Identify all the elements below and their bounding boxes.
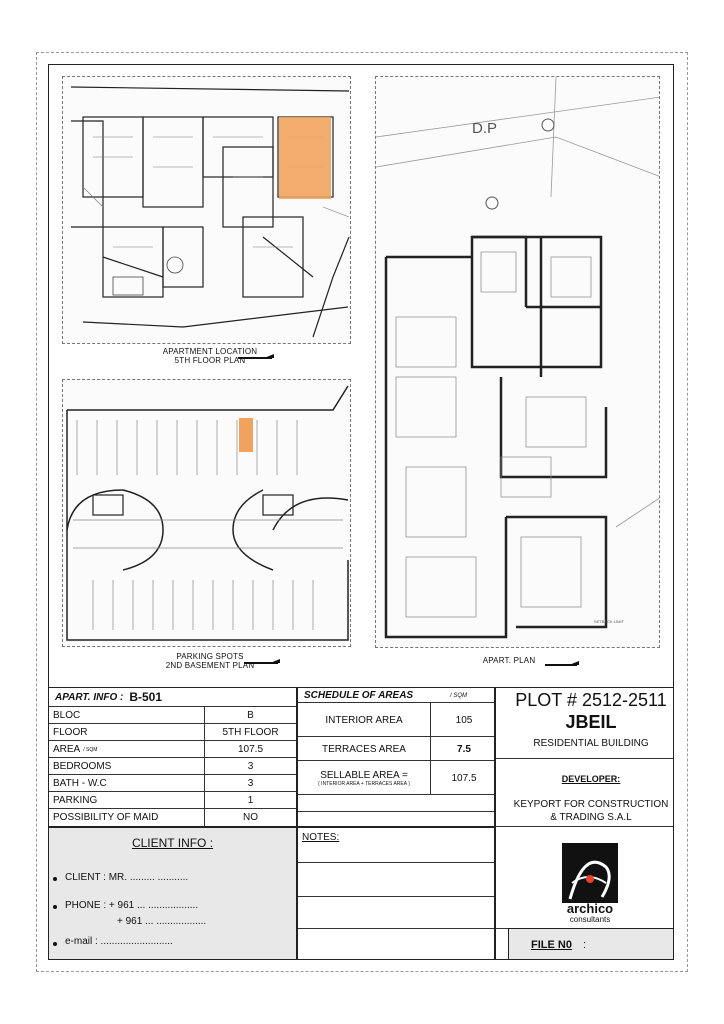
basement-plan-drawing (62, 379, 351, 647)
client-info-panel (48, 827, 297, 960)
schedule-title: SCHEDULE OF AREAS (304, 689, 414, 701)
notes-panel (297, 827, 495, 960)
apart-info-label: BATH - W.C (53, 778, 107, 789)
client-name-line: CLIENT : MR. ......... ........... (65, 872, 189, 883)
apart-info-value: B (247, 710, 254, 721)
sellable-area-value: 107.5 (451, 772, 477, 784)
interior-area-label: INTERIOR AREA (325, 714, 403, 726)
apart-info-value: 3 (247, 761, 254, 772)
file-label: FILE N0 (531, 939, 572, 951)
apart-info-label: POSSIBILITY OF MAID (53, 812, 159, 823)
client-email-line: e-mail : .......................... (65, 936, 173, 947)
dp-label: D.P (472, 120, 498, 137)
terraces-area-value: 7.5 (457, 743, 471, 755)
basement-caption: PARKING SPOTS 2ND BASEMENT PLAN (165, 652, 255, 670)
apart-info-value: 1 (247, 795, 254, 806)
apartment-highlight (279, 117, 331, 199)
basement-caption-arrow (244, 662, 278, 664)
interior-area-value: 105 (455, 714, 473, 726)
apart-info-value: 5TH FLOOR (222, 727, 279, 738)
fifth-floor-plan-drawing (62, 76, 351, 344)
apart-info-row (49, 706, 296, 724)
apart-plan-caption-arrow (545, 664, 577, 666)
apart-info-label: BEDROOMS (53, 761, 112, 772)
apart-info-label: AREA (53, 744, 81, 755)
schedule-table (297, 687, 495, 827)
apartment-plan-drawing (375, 76, 660, 648)
sellable-area-label: SELLABLE AREA = (320, 769, 408, 781)
plot-number: PLOT # 2512-2511 (515, 690, 667, 710)
apart-info-unit: / SQM (83, 746, 98, 753)
apart-info-title: APART. INFO : (55, 691, 124, 703)
apart-info-value: 107.5 (237, 744, 264, 755)
apart-info-value: 3 (247, 778, 254, 789)
apart-info-label: PARKING (53, 795, 98, 806)
bullet-icon (53, 942, 57, 946)
sellable-area-note: ( INTERIOR AREA + TERRACES AREA ) (318, 780, 410, 787)
apart-info-code: B-501 (129, 690, 163, 704)
archico-logo-icon (562, 843, 618, 903)
file-colon: : (583, 939, 587, 951)
apart-info-value: NO (243, 812, 258, 823)
schedule-unit: / SQM (450, 693, 468, 699)
developer-name: KEYPORT FOR CONSTRUCTION & TRADING S.A.L (513, 799, 669, 823)
developer-label: DEVELOPER: (561, 774, 621, 784)
setback-label: SETBACK LIMIT (594, 619, 625, 624)
building-type: RESIDENTIAL BUILDING (533, 738, 649, 749)
apart-info-table (48, 687, 297, 827)
apart-info-row (49, 791, 296, 809)
file-number-box (508, 928, 674, 960)
logo-subtitle: consultants (569, 915, 611, 924)
apart-info-label: FLOOR (53, 727, 88, 738)
client-phone-line-2: + 961 ... .................. (117, 916, 207, 927)
notes-label: NOTES: (302, 831, 340, 843)
city-name: JBEIL (565, 712, 617, 732)
fifth-floor-caption-arrow (238, 357, 272, 359)
logo-name: archico (566, 901, 614, 916)
apart-info-row (49, 774, 296, 792)
client-phone-line-1: PHONE : + 961 ... .................. (65, 900, 199, 911)
apart-info-row (49, 808, 296, 826)
client-info-title: CLIENT INFO : (131, 836, 214, 850)
terraces-area-label: TERRACES AREA (322, 743, 406, 755)
apart-info-row (49, 740, 296, 758)
apart-info-row (49, 723, 296, 741)
bullet-icon (53, 905, 57, 909)
apart-info-label: BLOC (53, 710, 81, 721)
apart-info-row (49, 757, 296, 775)
fifth-floor-caption: APARTMENT LOCATION 5TH FLOOR PLAN (162, 347, 258, 365)
bullet-icon (53, 877, 57, 881)
parking-spot-highlight (239, 418, 253, 452)
apart-plan-caption: APART. PLAN (482, 656, 536, 665)
